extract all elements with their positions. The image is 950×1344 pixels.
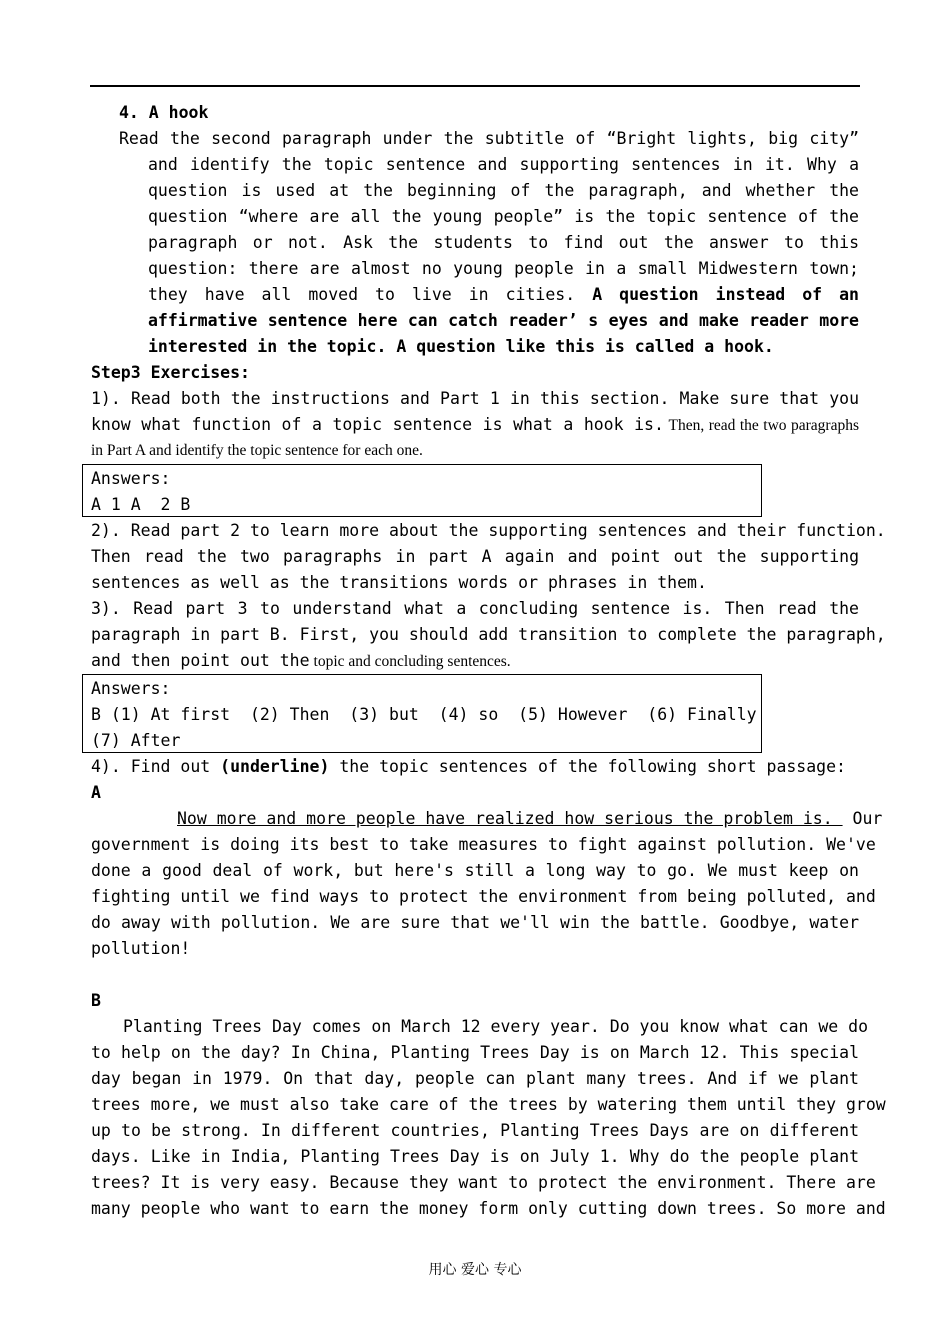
bold-text: A question instead of an [592,285,859,304]
exercise-4-line [91,754,859,780]
exercise-1-line [91,412,859,438]
passage-b-line: trees more, we must also take care of the trees by watering them until they grow [91,1095,886,1114]
passage-b-line: to help on the day? In China, Planting Trees Day is on March 12. This special [91,1043,859,1062]
answers-box-2 [82,674,762,753]
paragraph-line: paragraph or not. Ask the students to find out the answer to this [148,233,859,252]
exercise-3-line: paragraph in part B. First, you should add transition to complete the paragraph, [91,625,886,644]
passage-a-line: government is doing its best to take measures to fight against pollution. We've [91,835,876,854]
passage-b-line: many people who want to earn the money form only cutting down trees. So more and [91,1199,886,1218]
answers-line: B (1) At first (2) Then (3) but (4) so (5) However (6) Finally [91,705,757,724]
passage-b-line: days. Like in India, Planting Trees Day is on July 1. Why do the people plant [91,1147,859,1166]
step-heading: Step3 Exercises: [91,363,250,382]
topic-sentence: Now more and more people have realized how serious the problem is. [177,809,843,828]
serif-text: topic and concluding sentences. [313,653,511,670]
bold-text: (underline) [220,757,330,776]
exercise-2-line: Then read the two paragraphs in part A again and point out the supporting [91,547,859,566]
exercise-2-line: 2). Read part 2 to learn more about the supporting sentences and their function. [91,521,886,540]
paragraph-line [148,282,859,308]
answers-text: A 1 A 2 B [91,495,191,514]
bold-paragraph-line: interested in the topic. A question like this is called a hook. [148,337,774,356]
paragraph-line: and identify the topic sentence and supporting sentences in it. Why a [148,155,859,174]
passage-a-line [177,806,883,832]
paragraph-line: question “where are all the young people” is the topic sentence of the [148,207,859,226]
plain-text: the topic sentences of the following short passage: [329,757,846,776]
passage-b-line: up to be strong. In different countries, Planting Trees Days are on different [91,1121,859,1140]
answers-line: (7) After [91,731,181,750]
passage-b-line: day began in 1979. On that day, people can plant many trees. And if we plant [91,1069,859,1088]
exercise-1-line: 1). Read both the instructions and Part 1 in this section. Make sure that you [91,389,859,408]
header-rule [90,85,860,87]
page-footer: 用心 爱心 专心 [428,1262,522,1278]
passage-a-label: A [91,783,101,802]
answers-box-1 [82,464,762,517]
bold-paragraph-line: affirmative sentence here can catch reader’ s eyes and make reader more [148,311,859,330]
mono-text: know what function of a topic sentence is what a hook is. [91,415,664,434]
plain-text: Our [852,809,883,828]
passage-a-line: do away with pollution. We are sure that we'll win the battle. Goodbye, water [91,913,859,932]
answers-label: Answers: [91,469,171,488]
section-heading: 4. A hook [119,103,209,122]
paragraph-line: question: there are almost no young people in a small Midwestern town; [148,259,859,278]
exercise-3-line [91,648,859,674]
exercise-3-line: 3). Read part 3 to understand what a concluding sentence is. Then read the [91,599,859,618]
plain-text: they have all moved to live in cities. [148,285,576,304]
mono-text: and then point out the [91,651,310,670]
plain-text: 4). Find out [91,757,221,776]
passage-b-line: Planting Trees Day comes on March 12 every year. Do you know what can we do [123,1017,869,1036]
answers-label: Answers: [91,679,171,698]
passage-b-label: B [91,991,101,1010]
passage-a-line: fighting until we find ways to protect the environment from being polluted, and [91,887,876,906]
passage-b-line: trees? It is very easy. Because they want to protect the environment. There are [91,1173,876,1192]
paragraph-line: question is used at the beginning of the paragraph, and whether the [148,181,859,200]
passage-a-line: done a good deal of work, but here's still a long way to go. We must keep on [91,861,859,880]
paragraph-line: Read the second paragraph under the subtitle of “Bright lights, big city” [119,129,859,148]
passage-a-line: pollution! [91,939,191,958]
serif-text: Then, read the two paragraphs [668,417,859,434]
exercise-1-line: in Part A and identify the topic sentence for each one. [91,442,423,459]
exercise-2-line: sentences as well as the transitions words or phrases in them. [91,573,707,592]
